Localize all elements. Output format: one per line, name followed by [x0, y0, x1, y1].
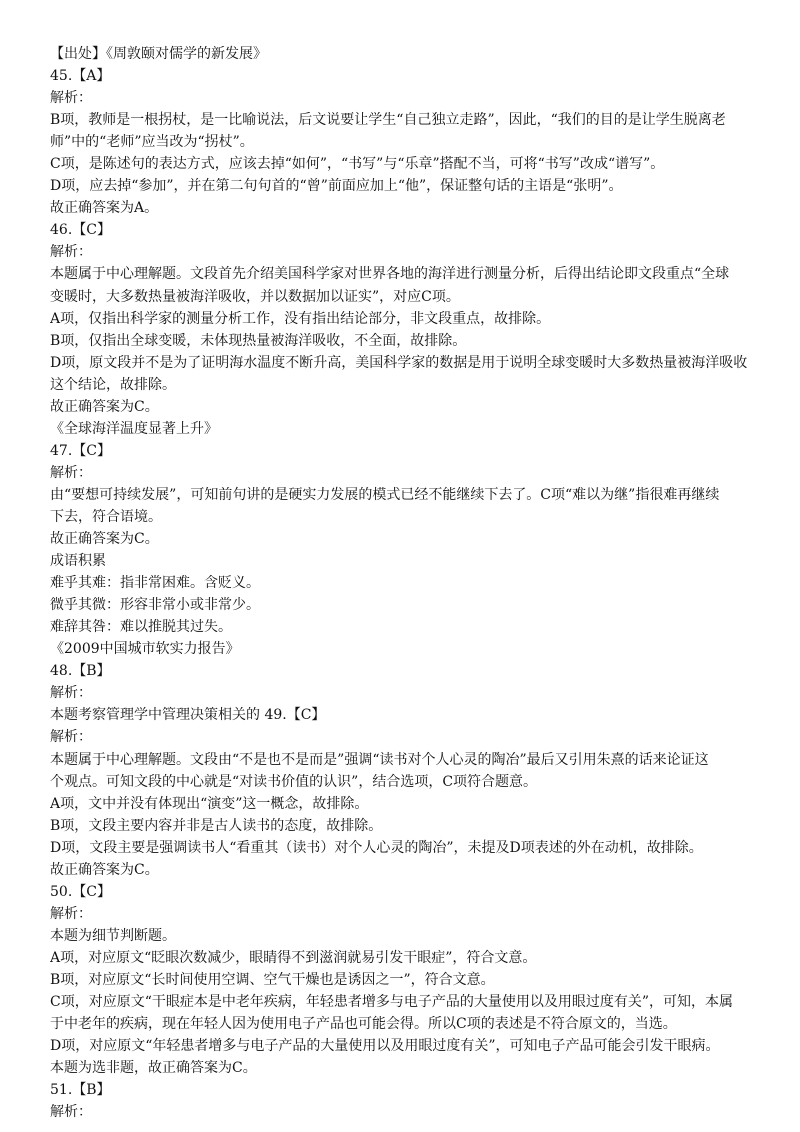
analysis-label: 解析：	[50, 729, 92, 746]
text-line: 下去，符合语境。	[50, 508, 162, 525]
analysis-label: 解析：	[50, 685, 92, 702]
question-number: 51.【B】	[50, 1082, 111, 1099]
text-line: C项，是陈述句的表达方式，应该去掉“如何”，“书写”与“乐章”搭配不当，可将“书写”改成“谱写”。	[50, 156, 665, 173]
analysis-label: 解析：	[50, 464, 92, 481]
question-number: 48.【B】	[50, 663, 111, 680]
text-line: 个观点。可知文段的中心就是“对读书价值的认识”，结合选项，C项符合题意。	[50, 773, 538, 790]
text-line: C项，对应原文“干眼症本是中老年疾病，年轻患者增多与电子产品的大量使用以及用眼过度有关”，可知，本属	[50, 994, 734, 1011]
answer-line: 故正确答案为C。	[50, 531, 159, 548]
question-number: 46.【C】	[50, 222, 111, 239]
question-number: 45.【A】	[50, 68, 111, 85]
text-line: B项，教师是一根拐杖，是一比喻说法，后文说要让学生“自己独立走路”，因此，“我们的目的是让学生脱离老	[50, 112, 726, 129]
text-line: B项，文段主要内容并非是古人读书的态度，故排除。	[50, 817, 383, 834]
answer-line: 故正确答案为C。	[50, 398, 159, 415]
idiom-entry: 难乎其难：指非常困难。含贬义。	[50, 575, 260, 592]
text-line: D项，文段主要是强调读书人“看重其（读书）对个人心灵的陶冶”，未提及D项表述的外在动机，故排除。	[50, 839, 703, 856]
answer-line: 故正确答案为C。	[50, 861, 159, 878]
question-number: 50.【C】	[50, 883, 111, 900]
text-line: D项，应去掉“参加”，并在第二句句首的“曾”前面应加上“他”，保证整句话的主语是“张明”。	[50, 178, 623, 195]
text-line: 本题为细节判断题。	[50, 927, 176, 944]
text-line: 本题属于中心理解题。文段由“不是也不是而是”强调“读书对个人心灵的陶冶”最后又引用朱熹的话来论证这	[50, 751, 709, 768]
section-heading: 成语积累	[50, 553, 106, 570]
text-line: A项，对应原文“眨眼次数减少，眼睛得不到滋润就易引发干眼症”，符合文意。	[50, 949, 537, 966]
answer-line: 本题为选非题，故正确答案为C。	[50, 1060, 257, 1077]
text-line: 变暖时，大多数热量被海洋吸收，并以数据加以证实”，对应C项。	[50, 288, 460, 305]
text-line: 这个结论，故排除。	[50, 376, 176, 393]
idiom-entry: 微乎其微：形容非常小或非常少。	[50, 597, 260, 614]
idiom-entry: 难辞其咎：难以推脱其过失。	[50, 619, 232, 636]
text-line: B项，仅指出全球变暖，未体现热量被海洋吸收，不全面，故排除。	[50, 332, 467, 349]
text-line: 师”中的“老师”应当改为“拐杖”。	[50, 134, 254, 151]
analysis-label: 解析：	[50, 244, 92, 261]
analysis-label: 解析：	[50, 90, 92, 107]
text-line: B项，对应原文“长时间使用空调、空气干燥也是诱因之一”，符合文意。	[50, 971, 495, 988]
question-number: 47.【C】	[50, 442, 111, 459]
source-title: 《2009中国城市软实力报告》	[50, 641, 240, 658]
text-line: 【出处】《周敦颐对儒学的新发展》	[50, 46, 267, 62]
text-line: D项，原文段并不是为了证明海水温度不断升高，美国科学家的数据是用于说明全球变暖时大多数热量被海洋吸收	[50, 354, 748, 371]
analysis-label: 解析：	[50, 1104, 92, 1121]
text-line: A项，文中并没有体现出“演变”这一概念，故排除。	[50, 795, 369, 812]
text-line: 本题考察管理学中管理决策相关的 49.【C】	[50, 707, 326, 724]
text-line: 由“要想可持续发展”，可知前句讲的是硬实力发展的模式已经不能继续下去了。C项“难以为继”指很难再继续	[50, 486, 720, 503]
text-line: D项，对应原文“年轻患者增多与电子产品的大量使用以及用眼过度有关”，可知电子产品可能会引发干眼病。	[50, 1038, 720, 1055]
source-title: 《全球海洋温度显著上升》	[50, 420, 218, 437]
text-line: 于中老年的疾病，现在年轻人因为使用电子产品也可能会得。所以C项的表述是不符合原文的，当选。	[50, 1016, 677, 1033]
answer-line: 故正确答案为A。	[50, 200, 159, 217]
text-line: 本题属于中心理解题。文段首先介绍美国科学家对世界各地的海洋进行测量分析，后得出结论即文段重点“全球	[50, 266, 730, 283]
text-line: A项，仅指出科学家的测量分析工作，没有指出结论部分，非文段重点，故排除。	[50, 310, 551, 327]
analysis-label: 解析：	[50, 905, 92, 922]
